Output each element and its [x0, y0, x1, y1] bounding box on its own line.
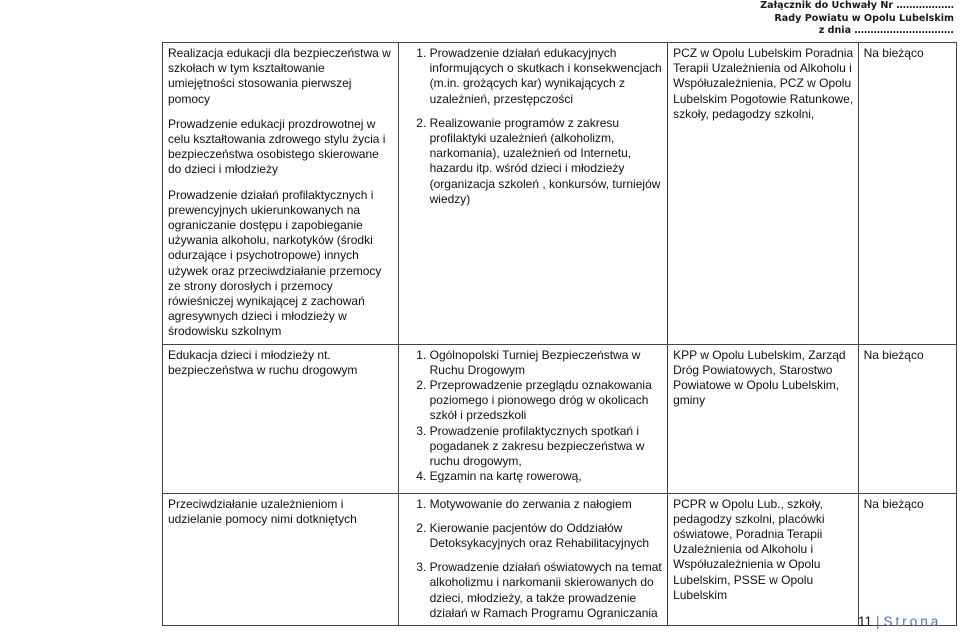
tasks-table	[162, 42, 957, 626]
table-row	[163, 493, 957, 625]
header-line-council: Rady Powiatu w Opolu Lubelskim	[774, 12, 954, 24]
page-footer	[858, 614, 941, 630]
task-text: Edukacja dzieci i młodzieży nt. bezpieczeństwa w ruchu drogowym	[168, 347, 358, 377]
action-item: 2. Przeprowadzenie przeglądu oznakowania poziomego i pionowego dróg w okolicach szkół i przedszkoli	[430, 378, 663, 424]
task-text: Prowadzenie edukacji prozdrowotnej w celu kształtowania zdrowego stylu życia i bezpieczeństwa osobistego skierowane do dzieci i młodzieży	[168, 116, 386, 177]
task-cell	[163, 344, 399, 493]
responsible-cell: KPP w Opolu Lubelskim, Zarząd Dróg Powiatowych, Starostwo Powiatowe w Opolu Lubelskim, gminy	[668, 344, 859, 493]
action-item: 3. Prowadzenie profilaktycznych spotkań i pogadanek z zakresu bezpieczeństwa w ruchu drogowym,	[430, 424, 663, 470]
page-word: Strona	[883, 614, 942, 629]
table-row	[163, 43, 957, 345]
actions-list	[404, 46, 663, 207]
table-row	[163, 344, 957, 493]
actions-cell	[398, 344, 667, 493]
deadline-cell: Na bieżąco	[858, 344, 956, 493]
actions-list	[404, 497, 663, 621]
header-line-date: z dnia ………………………….	[818, 25, 954, 36]
actions-cell	[398, 493, 667, 625]
action-item: 1. Motywowanie do zerwania z nałogiem	[430, 497, 663, 512]
header-line-attachment: Załącznik do Uchwały Nr ………………	[760, 0, 954, 11]
task-text: Realizacja edukacji dla bezpieczeństwa w szkołach w tym kształtowanie umiejętności stosowania pierwszej pomocy	[168, 46, 391, 106]
action-item: 2. Realizowanie programów z zakresu profilaktyki uzależnień (alkoholizm, narkomania), uzależnień od Internetu, hazardu itp. wśród dzieci i młodzieży (organizacja szkoleń , konkursów, turniejów wiedzy)	[430, 116, 663, 207]
responsible-cell: PCZ w Opolu Lubelskim Poradnia Terapii Uzależnienia od Alkoholu i Współuzależnienia, PCZ w Opolu Lubelskim Pogotowie Ratunkowe, szkoły, pedagodzy szkolni,	[668, 43, 859, 345]
action-item: 1. Ogólnopolski Turniej Bezpieczeństwa w Ruchu Drogowym	[430, 348, 663, 378]
actions-cell	[398, 43, 667, 345]
task-text: Przeciwdziałanie uzależnieniom i udzielanie pomocy nimi dotkniętych	[168, 496, 357, 526]
action-item: 4. Egzamin na kartę rowerową,	[430, 469, 663, 484]
action-item: 1. Prowadzenie działań edukacyjnych informujących o skutkach i konsekwencjach (m.in. grożących kar) wynikających z uzależnień, przestępczości	[430, 46, 663, 107]
responsible-cell: PCPR w Opolu Lub., szkoły, pedagodzy szkolni, placówki oświatowe, Poradnia Terapii Uzależnienia od Alkoholu i Współuzależnienia w Opolu Lubelskim, PSSE w Opolu Lubelskim	[668, 493, 859, 625]
actions-list	[404, 348, 663, 485]
footer-separator: |	[876, 614, 880, 629]
action-item: 2. Kierowanie pacjentów do Oddziałów Detoksykacyjnych oraz Rehabilitacyjnych	[430, 521, 663, 551]
deadline-cell: Na bieżąco	[858, 493, 956, 625]
task-cell	[163, 43, 399, 345]
task-text: Prowadzenie działań profilaktycznych i prewencyjnych ukierunkowanych na ograniczanie dostępu i zapobieganie używania alkoholu, narkotyków (środki odurzające i psychotropowe) innych używek oraz przeciwdziałanie przemocy ze strony dorosłych i przemocy rówieśniczej wynikającej z zachowań agresywnych dzieci i młodzieży w środowisku szkolnym	[168, 187, 382, 339]
task-cell	[163, 493, 399, 625]
document-header	[760, 0, 954, 38]
page-number: 11	[858, 614, 873, 629]
deadline-cell: Na bieżąco	[858, 43, 956, 345]
action-item: 3. Prowadzenie działań oświatowych na temat alkoholizmu i narkomanii skierowanych do dzieci, młodzieży, a także prowadzenie działań w Ramach Programu Ograniczania	[430, 560, 663, 621]
